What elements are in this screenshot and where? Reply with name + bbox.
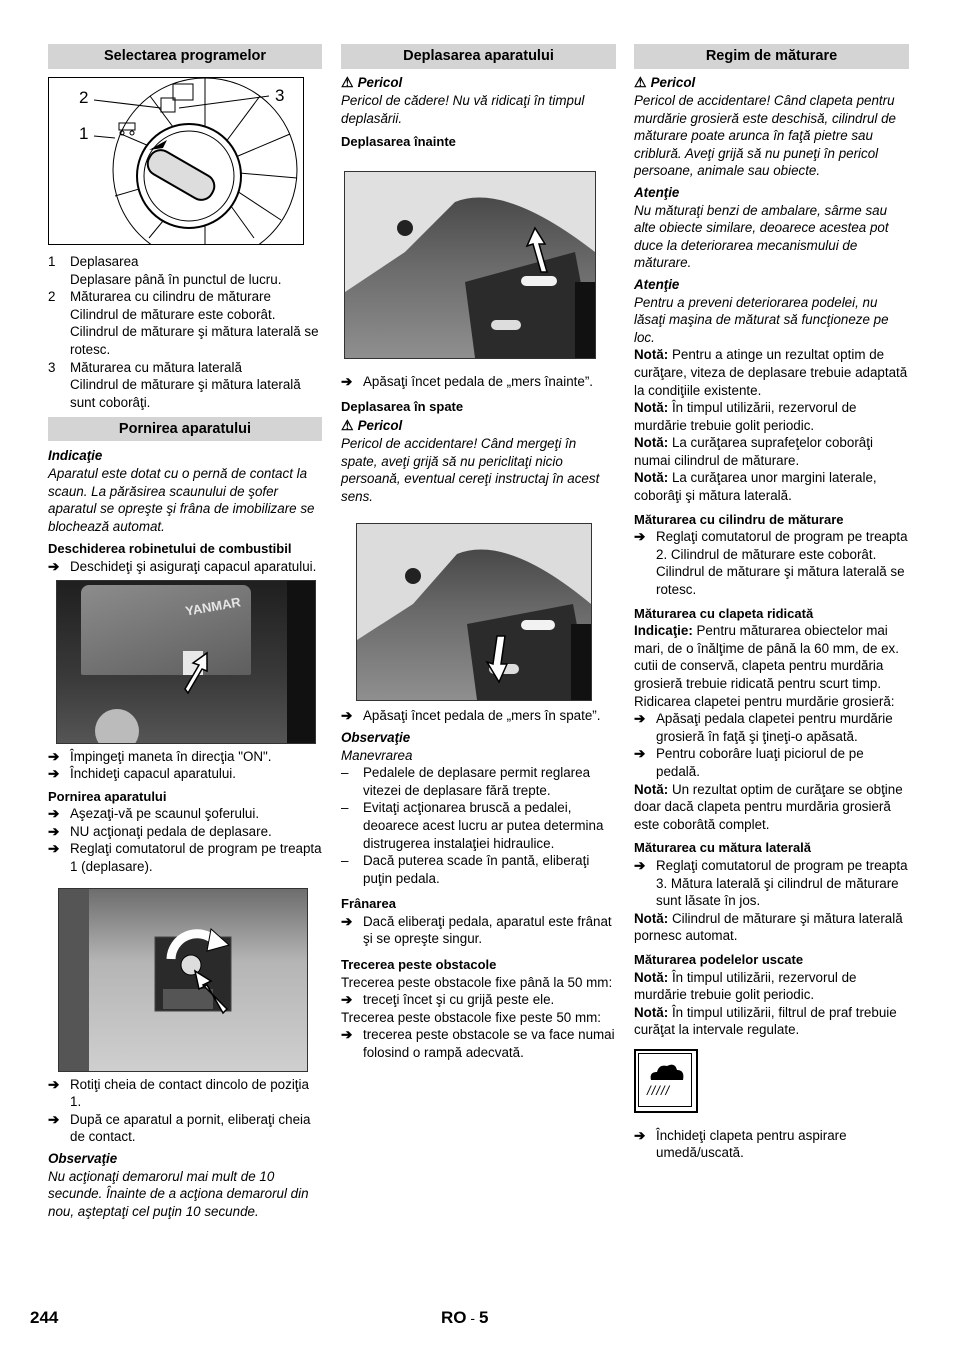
column-2 bbox=[341, 44, 616, 1062]
engine-brand-label: YANMAR bbox=[184, 593, 242, 619]
subheading-reverse: Deplasarea în spate bbox=[341, 399, 464, 415]
section-header-start: Pornirea aparatului bbox=[48, 417, 322, 441]
danger-label: ⚠ Pericol bbox=[341, 74, 403, 90]
note-label: Indicaţie bbox=[48, 448, 103, 464]
danger-text: Pericol de accidentare! Când clapeta pentru murdărie grosieră este deschisă, cilindrul de măturare poate arunca în faţă pietre sau criblură. Aveţi grijă să nu puneţi în pericol persoane, animale sau obiecte. bbox=[634, 93, 896, 179]
step: ➔ Reglaţi comutatorul de program pe treapta 2. Cilindrul de măturare este coborât. Cilindrul de măturare şi mătura laterală se rotesc. bbox=[634, 529, 908, 598]
caution-text: Nu măturaţi benzi de ambalare, sârme sau alte obiecte similare, deoarece acestea pot duce la deteriorarea mecanismului de măturare. bbox=[634, 202, 889, 271]
step: ➔ Apăsaţi încet pedala de „mers în spate”. bbox=[341, 708, 601, 724]
arrow-icon: ➔ bbox=[634, 529, 646, 545]
step: ➔ Închideţi clapeta pentru aspirare umedă/uscată. bbox=[634, 1127, 847, 1161]
arrow-icon: ➔ bbox=[634, 711, 646, 727]
arrow-icon: ➔ bbox=[48, 558, 60, 574]
danger-text: Pericol de cădere! Nu vă ridicaţi în timpul deplasării. bbox=[341, 93, 585, 126]
dial-label-1: 1 bbox=[79, 124, 89, 143]
step: ➔ Împingeţi maneta în direcţia "ON". bbox=[48, 748, 272, 764]
subheading-cylinder: Măturarea cu cilindru de măturare bbox=[634, 511, 844, 527]
step: ➔ Apăsaţi pedala clapetei pentru murdărie grosieră în faţă şi ţineţi-o apăsată. bbox=[634, 711, 893, 744]
column-3 bbox=[634, 44, 909, 1162]
step: ➔ Deschideţi şi asiguraţi capacul aparatului. bbox=[48, 558, 317, 574]
rain-cloud-icon bbox=[634, 1049, 698, 1113]
arrow-icon: ➔ bbox=[341, 992, 353, 1008]
obstacle-text: Trecerea peste obstacole fixe până la 50 mm: bbox=[341, 974, 613, 990]
caution-text: Pentru a preveni deteriorarea podelei, nu lăsaţi maşina de măturat să funcţioneze pe loc. bbox=[634, 294, 889, 345]
rain-lines: ///// bbox=[647, 1082, 671, 1098]
step: ➔ trecerea peste obstacole se va face numai folosind o rampă adecvată. bbox=[341, 1027, 615, 1061]
subheading-forward: Deplasarea înainte bbox=[341, 134, 456, 150]
step: ➔ Aşezaţi-vă pe scaunul şoferului. bbox=[48, 806, 260, 822]
step: ➔ Dacă eliberaţi pedala, aparatul este frânat şi se opreşte singur. bbox=[341, 913, 612, 947]
observation-label: Observaţie bbox=[48, 1151, 118, 1167]
arrow-icon: ➔ bbox=[48, 1076, 60, 1092]
list-item: – Pedalele de deplasare permit reglarea vitezei de deplasare fără trepte. bbox=[341, 765, 591, 798]
arrow-icon: ➔ bbox=[48, 766, 60, 782]
list-item-desc: Deplasare până în punctul de lucru. bbox=[70, 271, 282, 287]
arrow-icon: ➔ bbox=[48, 823, 60, 839]
observation-label: Observaţie bbox=[341, 729, 411, 745]
danger-label: ⚠ Pericol bbox=[634, 74, 696, 90]
list-item: 1 Deplasarea bbox=[48, 254, 139, 269]
pedal-drawing bbox=[345, 172, 595, 358]
danger-text: Pericol de accidentare! Când mergeţi în spate, aveţi grijă să nu periclitaţi nicio persoană, eventual cereţi instructaj în acest sens. bbox=[341, 435, 600, 504]
step: ➔ Închideţi capacul aparatului. bbox=[48, 766, 237, 782]
obstacle-text: Trecerea peste obstacole fixe peste 50 mm: bbox=[341, 1009, 602, 1025]
arrow-icon: ➔ bbox=[341, 913, 353, 929]
caution-label: Atenţie bbox=[634, 184, 680, 200]
dial-label-3: 3 bbox=[275, 86, 285, 105]
list-item-desc: Cilindrul de măturare şi mătura laterală sunt coborâţi. bbox=[70, 377, 301, 410]
warning-icon: ⚠ bbox=[341, 416, 354, 433]
section-header-program-select: Selectarea programelor bbox=[48, 44, 322, 69]
arrow-icon: ➔ bbox=[341, 708, 353, 724]
subheading-dry-floors: Măturarea podelelor uscate bbox=[634, 951, 804, 967]
note: Notă: Pentru a atinge un rezultat optim de curăţare, viteza de deplasare trebuie adaptată la condiţiile existente. bbox=[634, 347, 908, 398]
arrow-icon: ➔ bbox=[48, 1111, 60, 1127]
step: ➔ Pentru coborâre luaţi piciorul de pe pedală. bbox=[634, 746, 864, 779]
note: Notă: La curăţarea suprafeţelor coborâţi numai cilindrul de măturare. bbox=[634, 435, 873, 468]
indication: Indicaţie: Pentru măturarea obiectelor mai mari, de o înălţime de până la 60 mm, de ex. cutii de conservă, clapeta pentru murdăria grosieră trebuie ridicată pentru scurt timp. bbox=[634, 623, 899, 691]
note: Notă: Un rezultat optim de curăţare se obţine doar dacă clapeta pentru murdăria grosieră este coborâtă complet. bbox=[634, 781, 903, 832]
step: ➔ Apăsaţi încet pedala de „mers înainte”. bbox=[341, 373, 594, 389]
arrow-icon: ➔ bbox=[341, 373, 353, 389]
note: Notă: În timpul utilizării, rezervorul de murdărie trebuie golit periodic. bbox=[634, 969, 857, 1003]
observation-text: Nu acţionaţi demarorul mai mult de 10 secunde. Înainte de a acţiona demarorul din nou, aşteptaţi cel puţin 10 secunde. bbox=[48, 1168, 309, 1219]
step: ➔ Rotiţi cheia de contact dincolo de poziţia 1. bbox=[48, 1076, 309, 1110]
arrow-icon: ➔ bbox=[634, 857, 646, 873]
step: ➔ NU acţionaţi pedala de deplasare. bbox=[48, 823, 272, 839]
note-text: Aparatul este dotat cu o pernă de contact la scaun. La părăsirea scaunului de şofer aparatul se opreşte şi frâna de imobilizare se blochează automat. bbox=[48, 465, 315, 534]
subheading-side-broom: Măturarea cu mătura laterală bbox=[634, 840, 812, 856]
caution-label: Atenţie bbox=[634, 276, 680, 292]
step: ➔ Reglaţi comutatorul de program pe treapta 1 (deplasare). bbox=[48, 841, 322, 875]
arrow-icon bbox=[57, 581, 315, 743]
arrow-icon: ➔ bbox=[48, 806, 60, 822]
arrow-icon: ➔ bbox=[341, 1027, 353, 1043]
observation-subtitle: Manevrarea bbox=[341, 747, 413, 763]
section-header-sweeping: Regim de măturare bbox=[634, 44, 909, 69]
cloud-icon bbox=[639, 1054, 691, 1106]
section-header-moving: Deplasarea aparatului bbox=[341, 44, 616, 69]
list-item: 3 Măturarea cu mătura laterală bbox=[48, 359, 242, 375]
note: Notă: Cilindrul de măturare şi mătura laterală pornesc automat. bbox=[634, 910, 903, 944]
page-footer-lang: RO - 5 bbox=[441, 1308, 489, 1327]
list-item-desc: Cilindrul de măturare este coborât. Cilindrul de măturare şi mătura laterală se rotesc. bbox=[70, 306, 319, 357]
step: ➔ treceţi încet şi cu grijă peste ele. bbox=[341, 992, 555, 1008]
flap-raise-text: Ridicarea clapetei pentru murdărie grosieră: bbox=[634, 693, 895, 709]
step: ➔ După ce aparatul a pornit, eliberaţi cheia de contact. bbox=[48, 1111, 311, 1145]
note: Notă: La curăţarea unor margini laterale, coborâţi şi mătura laterală. bbox=[634, 470, 877, 504]
program-dial-figure bbox=[48, 77, 304, 245]
arrow-icon: ➔ bbox=[634, 746, 646, 762]
photo-ignition-key bbox=[58, 888, 308, 1072]
dial-label-2: 2 bbox=[79, 88, 89, 107]
page-number: 244 bbox=[30, 1308, 59, 1327]
list-item: 2 Măturarea cu cilindru de măturare bbox=[48, 289, 271, 305]
ignition-drawing bbox=[59, 889, 307, 1071]
subheading-flap: Măturarea cu clapeta ridicată bbox=[634, 605, 814, 621]
note: Notă: În timpul utilizării, rezervorul de murdărie trebuie golit periodic. bbox=[634, 400, 857, 433]
subheading-fuel: Deschiderea robinetului de combustibil bbox=[48, 541, 292, 557]
note: Notă: În timpul utilizării, filtrul de praf trebuie curăţat la intervale regulate. bbox=[634, 1004, 897, 1038]
warning-icon: ⚠ bbox=[341, 74, 354, 90]
warning-icon: ⚠ bbox=[634, 74, 647, 90]
arrow-icon: ➔ bbox=[634, 1127, 646, 1143]
subheading-obstacles: Trecerea peste obstacole bbox=[341, 957, 497, 973]
column-1 bbox=[48, 44, 322, 1220]
photo-engine-fuel bbox=[56, 580, 316, 744]
arrow-icon: ➔ bbox=[48, 748, 60, 764]
list-item: – Dacă puterea scade în pantă, eliberaţi puţin pedala. bbox=[341, 853, 590, 886]
photo-forward-pedal bbox=[344, 171, 596, 359]
list-item: – Evitaţi acţionarea bruscă a pedalei, deoarece acest lucru ar putea determina distrugerea instalaţiei hidraulice. bbox=[341, 800, 604, 851]
subheading-start: Pornirea aparatului bbox=[48, 788, 167, 804]
subheading-braking: Frânarea bbox=[341, 896, 396, 912]
photo-reverse-pedal bbox=[356, 523, 592, 701]
program-list bbox=[48, 253, 322, 411]
danger-label: ⚠ Pericol bbox=[341, 416, 403, 433]
arrow-icon: ➔ bbox=[48, 841, 60, 857]
pedal-drawing bbox=[357, 524, 591, 700]
step: ➔ Reglaţi comutatorul de program pe treapta 3. Mătura laterală şi cilindrul de măturare sunt lăsate în jos. bbox=[634, 857, 908, 909]
